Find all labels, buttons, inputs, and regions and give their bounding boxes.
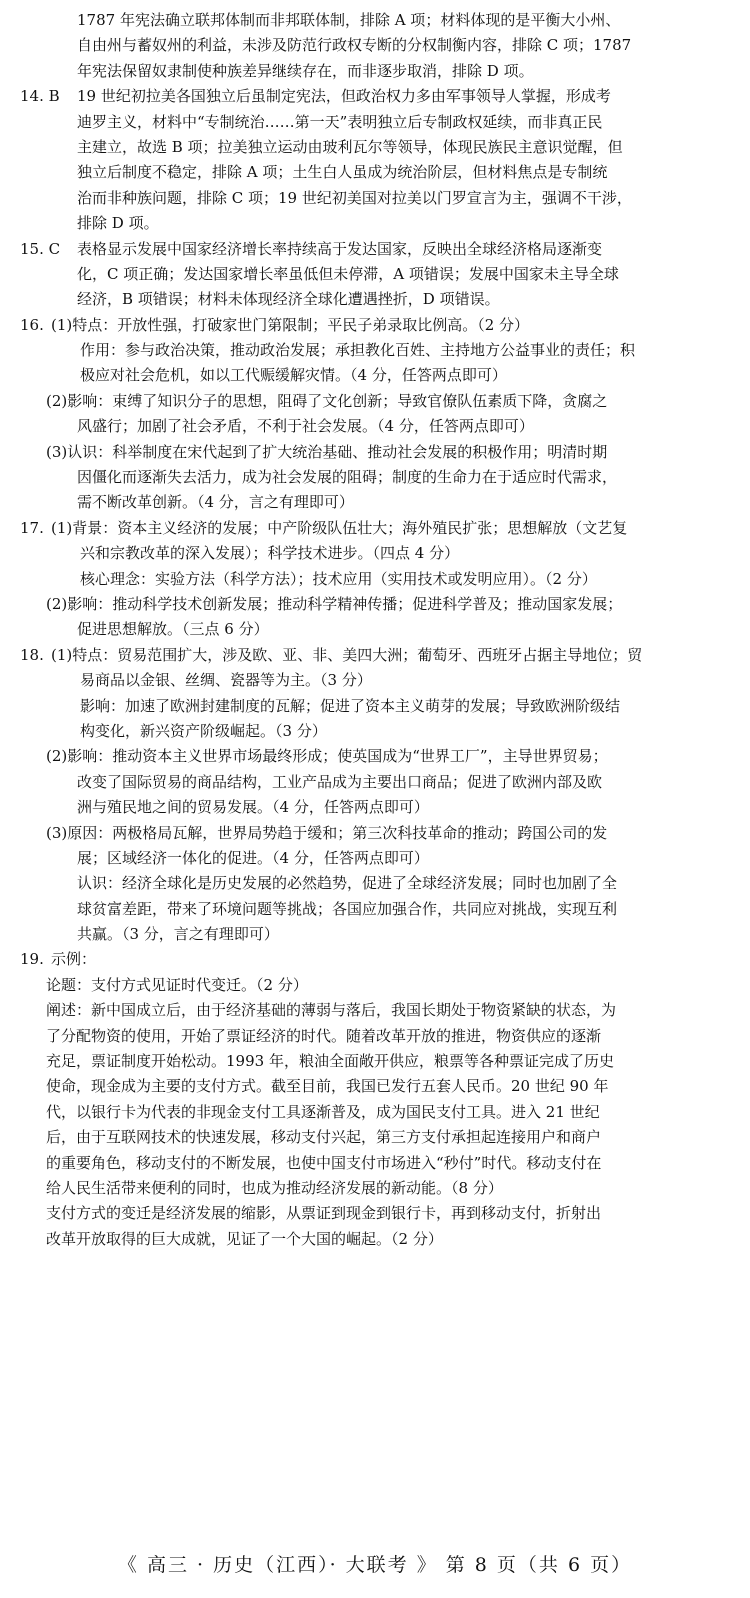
line-text: 共赢。（3 分，言之有理即可） xyxy=(77,925,279,944)
text-line xyxy=(0,211,750,236)
line-text: (1)特点：开放性强，打破家世门第限制；平民子弟录取比例高。（2 分） xyxy=(51,315,530,334)
answer-content xyxy=(0,8,750,1252)
line-text: 了分配物资的使用，开始了票证经济的时代。随着改革开放的推进，物资供应的逐渐 xyxy=(46,1026,602,1045)
page-footer: 《 高三 · 历史（江西）· 大联考 》 第 8 页（共 6 页） xyxy=(117,1554,633,1576)
line-text: 兴和宗教改革的深入发展）；科学技术进步。（四点 4 分） xyxy=(80,544,460,563)
text-line xyxy=(0,414,750,439)
text-line xyxy=(0,59,750,84)
text-line xyxy=(0,871,750,896)
text-line xyxy=(0,897,750,922)
text-line xyxy=(0,617,750,642)
line-text: 影响：加速了欧洲封建制度的瓦解；促进了资本主义萌芽的发展；导致欧洲阶级结 xyxy=(80,696,621,715)
text-line xyxy=(0,1074,750,1099)
text-line xyxy=(0,516,750,541)
line-text: 构变化，新兴资产阶级崛起。（3 分） xyxy=(80,721,327,740)
text-line xyxy=(0,313,750,338)
line-text: 阐述：新中国成立后，由于经济基础的薄弱与落后，我国长期处于物资紧缺的状态，为 xyxy=(46,1001,617,1020)
line-text: (2)影响：束缚了知识分子的思想，阻碍了文化创新；导致官僚队伍素质下降，贪腐之 xyxy=(46,391,608,410)
text-line xyxy=(0,846,750,871)
text-line xyxy=(0,363,750,388)
text-line xyxy=(0,160,750,185)
text-line xyxy=(0,8,750,33)
line-text: 治而非种族问题，排除 C 项；19 世纪初美国对拉美以门罗宣言为主，强调不干涉， xyxy=(77,188,632,207)
question-number: 17. xyxy=(20,518,44,537)
question-number: 15. C xyxy=(20,239,61,258)
text-line xyxy=(0,440,750,465)
question-number: 18. xyxy=(20,645,44,664)
text-line xyxy=(0,1151,750,1176)
line-text: 表格显示发展中国家经济增长率持续高于发达国家，反映出全球经济格局逐渐变 xyxy=(77,239,603,258)
line-text: 充足，票证制度开始松动。1993 年，粮油全面敞开供应，粮票等各种票证完成了历史 xyxy=(46,1052,614,1071)
text-line xyxy=(0,567,750,592)
line-text: 易商品以金银、丝绸、瓷器等为主。（3 分） xyxy=(80,671,372,690)
text-line xyxy=(0,973,750,998)
text-line xyxy=(0,84,750,109)
text-line xyxy=(0,1227,750,1252)
text-line xyxy=(0,821,750,846)
line-text: 的重要角色，移动支付的不断发展，也使中国支付市场进入“秒付”时代。移动支付在 xyxy=(46,1153,602,1172)
text-line xyxy=(0,465,750,490)
line-text: (3)认识：科举制度在宋代起到了扩大统治基础、推动社会发展的积极作用；明清时期 xyxy=(46,442,608,461)
text-line xyxy=(0,1100,750,1125)
text-line xyxy=(0,541,750,566)
text-line xyxy=(0,643,750,668)
question-number: 14. B xyxy=(20,87,60,106)
line-text: 代，以银行卡为代表的非现金支付工具逐渐普及，成为国民支付工具。进入 21 世纪 xyxy=(46,1102,600,1121)
line-text: 自由州与蓄奴州的利益，未涉及防范行政权专断的分权制衡内容，排除 C 项；1787 xyxy=(77,36,632,55)
text-line xyxy=(0,795,750,820)
question-number: 19. xyxy=(20,950,44,969)
line-text: 1787 年宪法确立联邦体制而非邦联体制，排除 A 项；材料体现的是平衡大小州、 xyxy=(77,11,621,29)
line-text: 主建立，故选 B 项；拉美独立运动由玻利瓦尔等领导，体现民族民主意识觉醒，但 xyxy=(77,137,623,156)
line-text: 迪罗主义，材料中“专制统治……第一天”表明独立后专制政权延续，而非真正民 xyxy=(77,112,603,131)
line-text: 后，由于互联网技术的快速发展，移动支付兴起，第三方支付承担起连接用户和商户 xyxy=(46,1128,602,1147)
line-text: 促进思想解放。（三点 6 分） xyxy=(77,620,269,639)
text-line xyxy=(0,694,750,719)
line-text: (2)影响：推动科学技术创新发展；推动科学精神传播；促进科学普及；推动国家发展； xyxy=(46,594,623,613)
text-line xyxy=(0,719,750,744)
line-text: 极应对社会危机，如以工代赈缓解灾情。（4 分，任答两点即可） xyxy=(80,366,507,385)
text-line xyxy=(0,922,750,947)
text-line xyxy=(0,770,750,795)
line-text: 独立后制度不稳定，排除 A 项；土生白人虽成为统治阶层，但材料焦点是专制统 xyxy=(77,163,608,182)
line-text: 示例： xyxy=(51,950,97,969)
text-line xyxy=(0,490,750,515)
text-line xyxy=(0,592,750,617)
text-line xyxy=(0,1125,750,1150)
line-text: 认识：经济全球化是历史发展的必然趋势，促进了全球经济发展；同时也加剧了全 xyxy=(77,874,618,893)
line-text: 洲与殖民地之间的贸易发展。（4 分，任答两点即可） xyxy=(77,798,429,817)
question-number: 16. xyxy=(20,315,44,334)
text-line xyxy=(0,947,750,972)
line-text: 使命，现金成为主要的支付方式。截至目前，我国已发行五套人民币。20 世纪 90 年 xyxy=(46,1077,609,1096)
line-text: 核心理念：实验方法（科学方法）；技术应用（实用技术或发明应用）。（2 分） xyxy=(80,569,597,588)
line-text: 年宪法保留奴隶制使种族差异继续存在，而非逐步取消，排除 D 项。 xyxy=(77,61,534,80)
text-line xyxy=(0,237,750,262)
text-line xyxy=(0,262,750,287)
line-text: 展；区域经济一体化的促进。（4 分，任答两点即可） xyxy=(77,848,429,867)
line-text: 论题：支付方式见证时代变迁。（2 分） xyxy=(46,975,308,994)
text-line xyxy=(0,287,750,312)
text-line xyxy=(0,338,750,363)
text-line xyxy=(0,668,750,693)
text-line xyxy=(0,1024,750,1049)
text-line xyxy=(0,1176,750,1201)
line-text: 排除 D 项。 xyxy=(77,214,159,233)
line-text: 改变了国际贸易的商品结构，工业产品成为主要出口商品；促进了欧洲内部及欧 xyxy=(77,772,603,791)
line-text: 因僵化而逐渐失去活力，成为社会发展的阻碍；制度的生命力在于适应时代需求， xyxy=(77,468,618,487)
line-text: (3)原因：两极格局瓦解，世界局势趋于缓和；第三次科技革命的推动；跨国公司的发 xyxy=(46,823,608,842)
text-line xyxy=(0,33,750,58)
line-text: 风盛行；加剧了社会矛盾，不利于社会发展。（4 分，任答两点即可） xyxy=(77,417,534,436)
line-text: 化，C 项正确；发达国家增长率虽低但未停滞，A 项错误；发展中国家未主导全球 xyxy=(77,264,619,283)
line-text: 支付方式的变迁是经济发展的缩影，从票证到现金到银行卡，再到移动支付，折射出 xyxy=(46,1204,602,1223)
text-line xyxy=(0,998,750,1023)
text-line xyxy=(0,186,750,211)
line-text: 19 世纪初拉美各国独立后虽制定宪法，但政治权力多由军事领导人掌握，形成考 xyxy=(77,87,611,106)
text-line xyxy=(0,389,750,414)
line-text: 作用：参与政治决策，推动政治发展；承担教化百姓、主持地方公益事业的责任；积 xyxy=(80,341,636,360)
line-text: 需不断改革创新。（4 分，言之有理即可） xyxy=(77,493,354,512)
line-text: 球贫富差距，带来了环境问题等挑战；各国应加强合作，共同应对挑战，实现互利 xyxy=(77,899,618,918)
line-text: (2)影响：推动资本主义世界市场最终形成；使英国成为“世界工厂”，主导世界贸易； xyxy=(46,747,608,766)
line-text: 改革开放取得的巨大成就，见证了一个大国的崛起。（2 分） xyxy=(46,1229,443,1248)
text-line xyxy=(0,744,750,769)
text-line xyxy=(0,135,750,160)
line-text: 给人民生活带来便利的同时，也成为推动经济发展的新动能。（8 分） xyxy=(46,1178,503,1197)
line-text: (1)特点：贸易范围扩大，涉及欧、亚、非、美四大洲；葡萄牙、西班牙占据主导地位；贸 xyxy=(51,645,643,664)
text-line xyxy=(0,110,750,135)
text-line xyxy=(0,1201,750,1226)
text-line xyxy=(0,1049,750,1074)
line-text: (1)背景：资本主义经济的发展；中产阶级队伍壮大；海外殖民扩张；思想解放（文艺复 xyxy=(51,518,628,537)
line-text: 经济，B 项错误；材料未体现经济全球化遭遇挫折，D 项错误。 xyxy=(77,290,500,309)
